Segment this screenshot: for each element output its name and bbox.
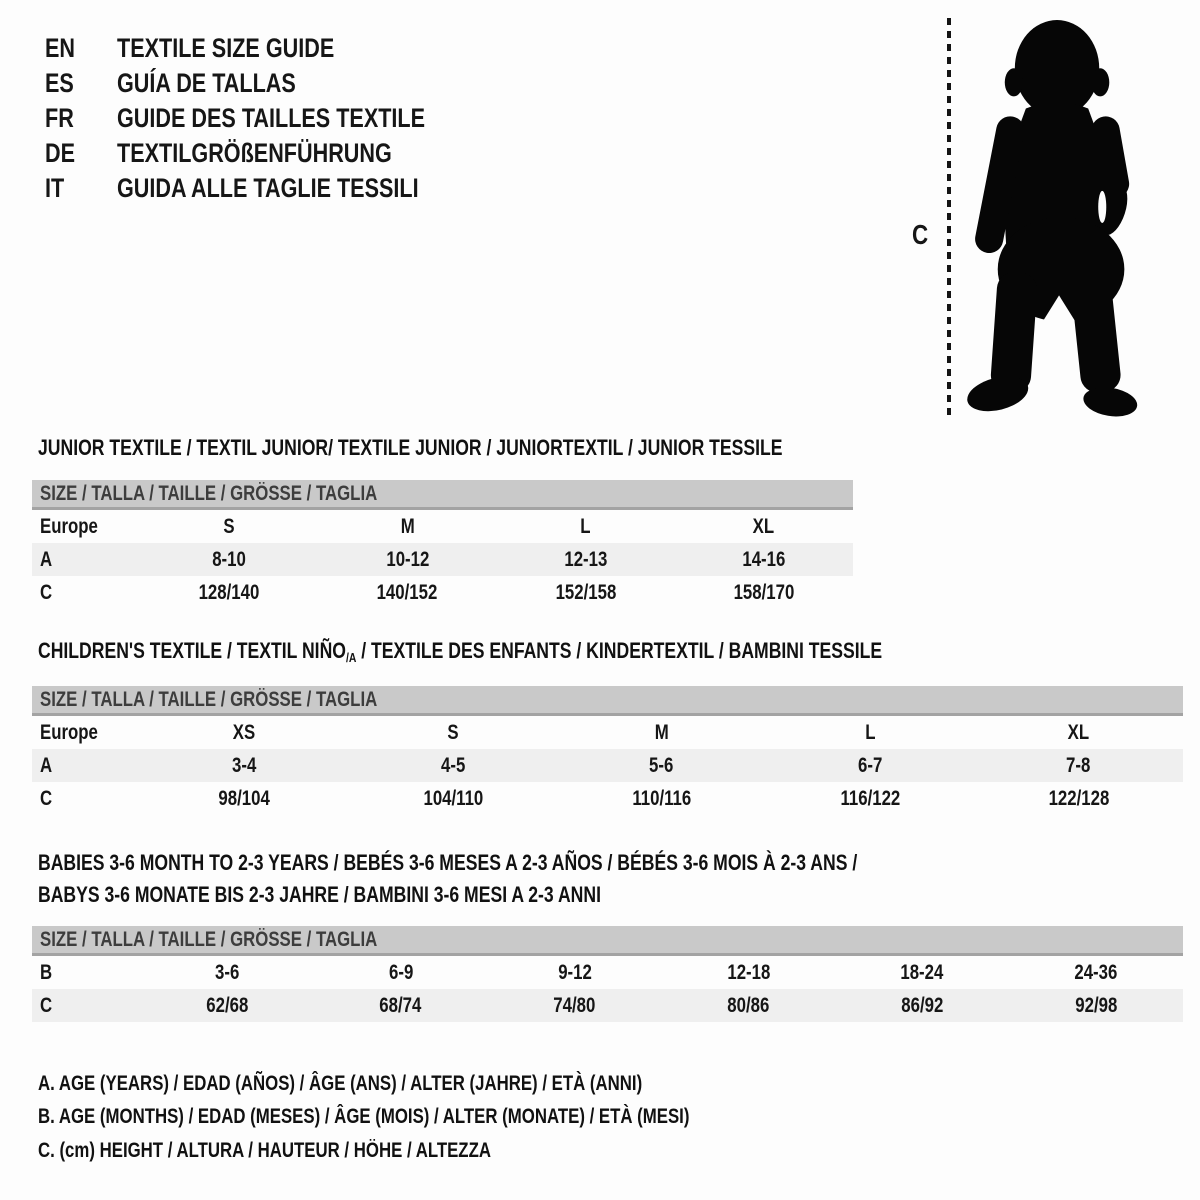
lang-title-es: GUÍA DE TALLAS [117, 68, 296, 98]
lang-code-de: DE [45, 138, 76, 168]
babies-size-header-bar: SIZE / TALLA / TAILLE / GRÖSSE / TAGLIA [32, 926, 1183, 956]
measure-c-label: C [912, 219, 929, 250]
lang-code-es: ES [45, 68, 74, 98]
babies-section-title-line2: BABYS 3-6 MONATE BIS 2-3 JAHRE / BAMBINI 3-6 MESI A 2-3 ANNI [38, 882, 601, 907]
lang-code-en: EN [45, 33, 76, 63]
row-label: C [40, 993, 53, 1017]
lang-row-it [45, 171, 502, 206]
lang-row-fr [45, 101, 502, 136]
table-cell: 7-8 [1066, 753, 1091, 777]
children-size-header-bar: SIZE / TALLA / TAILLE / GRÖSSE / TAGLIA [32, 686, 1183, 716]
size-col-header: XL [1067, 720, 1090, 744]
table-cell: 86/92 [901, 993, 944, 1017]
size-col-header: XS [233, 720, 256, 744]
lang-code-it: IT [45, 173, 65, 203]
table-cell: 128/140 [198, 580, 260, 604]
table-cell: 122/128 [1048, 786, 1110, 810]
row-label: A [40, 753, 53, 777]
table-cell: 3-6 [214, 960, 240, 984]
lang-row-de [45, 136, 502, 171]
row-label: A [40, 547, 53, 571]
table-cell: 14-16 [742, 547, 786, 571]
children-section-title: CHILDREN'S TEXTILE / TEXTIL NIÑO/A / TEXTILE DES ENFANTS / KINDERTEXTIL / BAMBINI TESSILE [38, 638, 883, 665]
babies-size-table [32, 926, 1183, 1022]
table-cell: 4-5 [440, 753, 466, 777]
table-cell: 158/170 [733, 580, 795, 604]
size-col-header: S [223, 514, 235, 538]
size-col-header: XL [753, 514, 775, 538]
table-cell: 62/68 [205, 993, 248, 1017]
table-cell: 3-4 [232, 753, 257, 777]
table-cell: 6-9 [388, 960, 413, 984]
children-row-c [32, 782, 1183, 815]
table-cell: 98/104 [218, 786, 270, 810]
babies-row-b [32, 956, 1183, 989]
size-col-header: L [580, 514, 591, 538]
children-size-table [32, 686, 1183, 815]
table-cell: 110/116 [632, 786, 691, 810]
region-label: Europe [40, 514, 98, 538]
table-cell: 18-24 [900, 960, 944, 984]
babies-section-title-line1: BABIES 3-6 MONTH TO 2-3 YEARS / BEBÉS 3-6 MESES A 2-3 AÑOS / BÉBÉS 3-6 MOIS À 2-3 ANS / [38, 850, 858, 875]
row-label: B [40, 960, 53, 984]
legend-line-c: C. (cm) HEIGHT / ALTURA / HAUTEUR / HÖHE / ALTEZZA [38, 1139, 491, 1162]
table-cell: 104/110 [422, 786, 483, 810]
table-cell: 140/152 [376, 580, 438, 604]
table-cell: 12-18 [726, 960, 770, 984]
children-region-row [32, 716, 1183, 749]
toddler-silhouette-icon [963, 16, 1141, 420]
size-col-header: M [654, 720, 669, 744]
lang-row-es [45, 66, 502, 101]
region-label: Europe [40, 720, 98, 744]
table-cell: 5-6 [649, 753, 674, 777]
table-cell: 152/158 [555, 580, 616, 604]
size-col-header: M [400, 514, 415, 538]
legend-line-a: A. AGE (YEARS) / EDAD (AÑOS) / ÂGE (ANS) / ALTER (JAHRE) / ETÀ (ANNI) [38, 1072, 643, 1095]
table-cell: 9-12 [557, 960, 592, 984]
lang-title-it: GUIDA ALLE TAGLIE TESSILI [117, 173, 419, 203]
table-cell: 92/98 [1075, 993, 1118, 1017]
babies-row-c [32, 989, 1183, 1022]
row-label: C [40, 786, 53, 810]
junior-size-header-bar: SIZE / TALLA / TAILLE / GRÖSSE / TAGLIA [32, 480, 853, 510]
junior-row-a [32, 543, 853, 576]
language-title-list [45, 31, 502, 206]
table-cell: 24-36 [1074, 960, 1118, 984]
lang-code-fr: FR [45, 103, 74, 133]
junior-row-c [32, 576, 853, 609]
table-cell: 6-7 [857, 753, 883, 777]
size-col-header: L [864, 720, 876, 744]
table-cell: 74/80 [553, 993, 596, 1017]
children-row-a [32, 749, 1183, 782]
lang-title-en: TEXTILE SIZE GUIDE [117, 33, 335, 63]
table-cell: 116/122 [840, 786, 900, 810]
junior-size-table [32, 480, 853, 609]
junior-region-row [32, 510, 853, 543]
table-cell: 68/74 [379, 993, 422, 1017]
table-cell: 10-12 [385, 547, 429, 571]
height-dashed-line [947, 18, 951, 418]
legend-line-b: B. AGE (MONTHS) / EDAD (MESES) / ÂGE (MOIS) / ALTER (MONATE) / ETÀ (MESI) [38, 1105, 690, 1128]
row-label: C [40, 580, 53, 604]
table-cell: 80/86 [727, 993, 770, 1017]
size-col-header: S [447, 720, 459, 744]
junior-section-title: JUNIOR TEXTILE / TEXTIL JUNIOR/ TEXTILE JUNIOR / JUNIORTEXTIL / JUNIOR TESSILE [38, 435, 783, 460]
lang-row-en [45, 31, 502, 66]
table-cell: 12-13 [564, 547, 608, 571]
lang-title-de: TEXTILGRÖßENFÜHRUNG [117, 138, 392, 168]
lang-title-fr: GUIDE DES TAILLES TEXTILE [117, 103, 426, 133]
table-cell: 8-10 [212, 547, 246, 571]
